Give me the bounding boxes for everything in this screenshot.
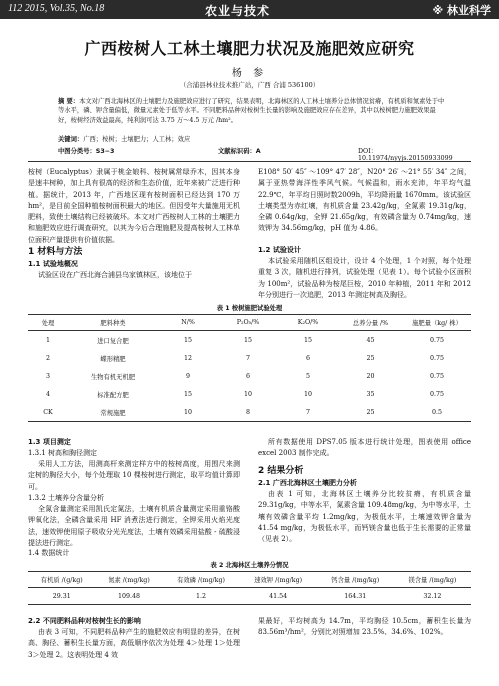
clc-number: 中图分类号：S3−3 (58, 148, 115, 155)
table-cell: 45 (366, 336, 375, 344)
table-cell: 8 (218, 403, 278, 422)
issue-info: 112 2015, Vol.35, No.18 (8, 3, 105, 14)
table-cell: 0.75 (429, 354, 445, 362)
table-1-caption: 表 1 桉树施肥试验处理 (216, 305, 283, 312)
table-cell: 6 (245, 372, 250, 380)
abstract (58, 97, 446, 125)
table-cell: 蝶形精肥 (100, 355, 126, 363)
article-title: 广西桉树人工林土壤肥力状况及施肥效应研究 (84, 39, 415, 58)
column-header: 处理 (28, 315, 68, 331)
table-cell: 标准配方肥 (97, 391, 129, 399)
table-cell: 0.75 (429, 390, 445, 398)
table-cell: 0.5 (403, 403, 471, 422)
author: 杨 参 (231, 68, 268, 79)
table-cell: 2 (45, 354, 50, 362)
table-2 (28, 571, 471, 605)
table-cell: 25 (366, 354, 375, 362)
table-row (28, 385, 471, 403)
heading-1-2: 1.2 试验设计 (258, 246, 301, 254)
abstract-text: 本文对广西北海林区的土壤肥力及施肥效应进行了研究，结果表明，北海林区的人工林土壤养分总体情况贫瘠，有机质和氮素处于中等水平，磷、钾含量偏低，微量元素处于低等水平。不同肥料品种对桉树生长量的影响及施肥效应存在差异，其中以桉树肥力施肥效果最好，桉树经济效益最高，纯利润可达 3.75 万～4.5 万元 /hm²。 (58, 98, 445, 124)
table-cell: 5 (305, 372, 310, 380)
table-row (28, 331, 471, 350)
column-header: 钙含量 /(mg/kg) (317, 572, 394, 588)
table-2-caption: 表 2 北海林区土壤养分情况 (210, 562, 289, 569)
paragraph-results-continued: 果最好，平均树高为 14.7m，平均胸径 10.5cm，蓄积生长量为 83.56m³/hm²，分别比对照增加 23.5%、34.6%、102%。 (258, 617, 471, 637)
table-cell: 25 (338, 403, 403, 422)
table-cell: 20 (366, 372, 375, 380)
table-cell: 15 (243, 336, 252, 344)
table-cell: 0.75 (429, 372, 445, 380)
keywords-label: 关键词： (58, 136, 84, 143)
table-cell: 15 (303, 336, 312, 344)
affiliation: （合浦县林业技术推广站，广西 合浦 536100） (179, 81, 320, 89)
column-header: 镁含量 /(mg/kg) (394, 572, 471, 588)
column-header: 总养分量 /% (338, 315, 403, 331)
table-cell: 41.54 (240, 588, 317, 605)
table-cell: 7 (278, 403, 338, 422)
intro-paragraph: 桉树（Eucalyptus）隶属于桃金娘科、桉树属常绿乔木，因其本身是速丰树种，加上具有很高的经济和生态价值，近年来被广泛进行种植。据统计，2013 年，广西地区现有桉树面积已经达到 170 万 hm²，是目前全国种植桉树面积最大的地区。但因受年大量施用无机肥料，致使土壤结构已经被破坏。本文对广西桉树人工林的土壤肥力和施肥效应进行调查研究，以其为今后合理施肥及提高桉树人工林单位面积产量提供有价值依据。 (28, 168, 240, 244)
abstract-label: 摘 要： (58, 98, 80, 105)
table-cell: 29.31 (28, 588, 96, 605)
heading-1-3: 1.3 项目测定 (28, 438, 71, 446)
table-cell: 10 (243, 390, 252, 398)
table-cell: 3 (45, 372, 50, 380)
table-cell: 常规施肥 (68, 403, 158, 422)
table-cell: 1.2 (162, 588, 239, 605)
heading-1-3-2: 1.3.2 土壤养分含量分析 (28, 494, 105, 502)
column-header: 速效钾 /(mg/kg) (240, 572, 317, 588)
column-header: 有效磷 /(mg/kg) (162, 572, 239, 588)
heading-2-1: 2.1 广西北海林区土壤肥力分析 (258, 479, 357, 487)
table-cell: 15 (183, 390, 192, 398)
table-row (28, 349, 471, 367)
table-cell: 7 (245, 354, 250, 362)
table-1 (28, 314, 471, 422)
table-cell: 164.31 (317, 588, 394, 605)
table-cell: 15 (183, 336, 192, 344)
column-header: 肥料种类 (68, 315, 158, 331)
table-row (28, 403, 471, 422)
table-cell: 进口复合肥 (97, 337, 129, 345)
table-row (28, 367, 471, 385)
journal-category: 农业与技术 (205, 4, 271, 18)
table-cell: 9 (185, 372, 190, 380)
table-cell: CK (28, 403, 68, 422)
table-cell: 生物有机无机肥 (90, 373, 136, 381)
paragraph-1-4: 所有数据使用 DPS7.05 版本进行统计处理，图表使用 office excel 2003 制作完成。 (258, 438, 471, 458)
paragraph-1-2: 本试验采用随机区组设计，设计 4 个处理，1 个对照，每个处理重复 3 次，随机进行排列，试验处理（见表 1）。每个试验小区面积为 100m²，试验品种为桉尾巨桉，2010 年种植，2011 年和 2012 年分别进行一次追肥，2013 年测定树高及胸径。 (258, 257, 471, 299)
heading-1-4: 1.4 数据统计 (28, 549, 70, 557)
column-header: 有机质 /(g/kg) (28, 572, 96, 588)
paragraph-2-2: 由表 3 可知，不同肥料品种产生的施肥效应有明显的差异，在树高、胸径、蓄积生长量方面，高低顺序依次为处理 4＞处理 1＞处理 3＞处理 2。这表明处理 4 效 (28, 628, 240, 659)
paragraph-1-1: 试验区设在广西北海合浦县乌家镇林区，该地位于 (38, 271, 192, 279)
section-2-heading: 2 结果分析 (258, 466, 304, 476)
table-cell: 12 (183, 354, 192, 362)
table-cell: 109.48 (96, 588, 163, 605)
table-cell: 10 (303, 390, 312, 398)
heading-1-3-1: 1.3.1 树高和胸径测定 (28, 449, 98, 457)
column-header: 施肥量（kg/ 株） (403, 315, 471, 331)
paragraph-2-1: 由表 1 可知，北海林区土壤养分比较贫瘠，有机质含量 29.31g/kg，中等水平，氮素含量 109.48mg/kg，为中等水平，土壤有效磷含量平均 1.2mg/kg，为极低水平，土壤速效钾含量为 41.54 mg/kg，为极低水平，而钙镁含量也低于生长需要的正常量（见表 2）。 (258, 490, 471, 544)
keywords (58, 134, 446, 143)
section-1-heading: 1 材料与方法 (28, 247, 83, 257)
table-cell: 1 (45, 336, 50, 344)
table-row (28, 588, 471, 605)
document-code: 文献标识码：A (218, 148, 261, 155)
heading-2-2: 2.2 不同肥料品种对桉树生长的影响 (28, 617, 141, 625)
divider (28, 161, 471, 162)
table-cell: 32.12 (394, 588, 471, 605)
keywords-text: 广西；桉树；土壤肥力；人工林；效应 (83, 136, 191, 143)
heading-1-1: 1.1 试验地概况 (28, 260, 78, 268)
table-cell: 35 (366, 390, 375, 398)
table-cell: 6 (305, 354, 310, 362)
paragraph-1-3-2: 全氮含量测定采用凯氏定氮法，土壤有机质含量测定采用重铬酸钾氧化法，全磷含量采用 HF 消煮法进行测定，全钾采用火焰光度法，速效钾使用原子吸收分光光度法，土壤有效磷采用盐酸 - 硫酸浸提法进行测定。 (28, 505, 240, 547)
column-header: K₂O/% (278, 315, 338, 331)
table-cell: 10 (158, 403, 218, 422)
paragraph-site-location: E108° 50′ 45″ ～109° 47′ 28″，N20° 26′ ～21° 55′ 34″ 之间，属于亚热带海洋性季风气候。气候温和，雨水充沛，年平均气温 22.9℃，年平均日照时数2009h，平均降雨量 1670mm。该试验区土壤类型为赤红壤，有机质含量 23.42g/kg，全氮素 19.31g/kg，全磷 0.64g/kg，全钾 21.65g/kg，有效磷含量为 0.74mg/kg，速效钾为 34.56mg/kg，pH 值为 4.86。 (258, 168, 471, 233)
column-header: N/% (158, 315, 218, 331)
paragraph-1-3-1: 采用人工方法，用测高杆来测定样方中的桉树高度，用围尺来测定树的胸径大小，每个处理取 10 棵桉树进行测定，取平均值计算即可。 (28, 460, 240, 491)
journal-header-bar (0, 0, 499, 19)
table-cell: 0.75 (429, 336, 445, 344)
table-cell: 4 (45, 390, 50, 398)
section-label: ※ 林业科学 (432, 4, 491, 17)
doi: DOI：10.11974/nyyjs.20150933099 (358, 148, 453, 162)
column-header: 氮素 /(mg/kg) (96, 572, 163, 588)
column-header: P₂O₅/% (218, 315, 278, 331)
